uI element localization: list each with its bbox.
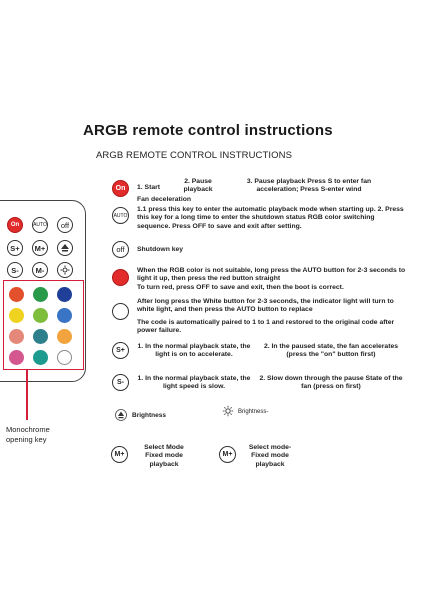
- instruction-auto-key-label: AUTO: [113, 212, 128, 219]
- brightness-down-key[interactable]: [57, 262, 73, 278]
- off-key[interactable]: [57, 217, 73, 233]
- off-key-label: off: [60, 220, 70, 230]
- brightness-up-key[interactable]: [57, 240, 73, 256]
- instruction-m-plus-key-right: [219, 446, 236, 463]
- instruction-red-key: [112, 269, 129, 286]
- brightness-up-text: Brightness: [132, 412, 166, 419]
- m-minus-key-label: M-: [35, 265, 45, 275]
- instruction-m-plus-key-right-label: M+: [222, 451, 233, 458]
- s-plus-right-text: 2. In the paused state, the fan accelerates (press the "on" button first): [263, 343, 399, 359]
- brightness-down-text: Brightness-: [238, 409, 269, 415]
- s-minus-right-text: 2. Slow down through the pause State of the fan (press on first): [259, 375, 403, 391]
- brightness-up-icon: [60, 243, 70, 253]
- instruction-off-key: [112, 241, 129, 258]
- instruction-power-key-label: On: [115, 185, 126, 192]
- instruction-s-plus-key-label: S+: [116, 347, 125, 354]
- red-description: When the RGB color is not suitable, long press the AUTO button for 2-3 seconds to light it up, then press the red button straight: [137, 267, 406, 283]
- instruction-s-minus-key: [112, 374, 129, 391]
- power-pause-playback-text: 3. Pause playback Press S to enter fan acceleration; Press S-enter wind: [246, 178, 372, 194]
- m-plus-key[interactable]: [32, 240, 48, 256]
- s-plus-key-label: S+: [10, 243, 20, 253]
- power-fan-deceleration-text: Fan deceleration: [137, 196, 192, 203]
- page-title: ARGB remote control instructions: [83, 122, 333, 139]
- white-description-2: The code is automatically paired to 1 to 1 and restored to the original code after power failure.: [137, 319, 395, 335]
- white-description: After long press the White button for 2-3 seconds, the indicator light will turn to white light, and then press the AUTO button to replace: [137, 298, 394, 314]
- brightness-down-icon: [60, 265, 70, 275]
- brightness-down-icon: [222, 405, 234, 417]
- instruction-off-key-label: off: [116, 245, 125, 254]
- instruction-s-plus-key: [112, 342, 129, 359]
- power-key-label: On: [10, 222, 20, 228]
- s-plus-left-text: 1. In the normal playback state, the light is on to accelerate.: [137, 343, 251, 359]
- monochrome-opening-key-label: Monochrome opening key: [6, 425, 50, 444]
- power-pause-text: 2. Pause playback: [183, 178, 213, 194]
- brightness-up-icon: [115, 409, 127, 421]
- instruction-s-minus-key-label: S-: [117, 379, 124, 386]
- m-plus-key-label: M+: [34, 243, 46, 253]
- s-minus-key[interactable]: [7, 262, 23, 278]
- s-plus-key[interactable]: [7, 240, 23, 256]
- monochrome-highlight-box: [3, 280, 84, 370]
- power-start-text: 1. Start: [137, 184, 161, 191]
- instruction-m-plus-key-left-label: M+: [114, 451, 125, 458]
- instruction-m-plus-key-left: [111, 446, 128, 463]
- mode-left-text: Select Mode Fixed mode playback: [144, 444, 184, 468]
- auto-description: 1.1 press this key to enter the automatic playback mode when starting up. 2. Press this key for a long time to enter the shutdown status RGB color switching sequence. Press OFF to save and exit after setting.: [137, 206, 404, 230]
- off-description: Shutdown key: [137, 246, 184, 253]
- power-key[interactable]: [7, 217, 23, 233]
- instruction-auto-key: [112, 207, 129, 224]
- instruction-white-key: [112, 303, 129, 320]
- auto-key-label: AUTO: [33, 222, 47, 228]
- page-subtitle: ARGB REMOTE CONTROL INSTRUCTIONS: [96, 150, 293, 161]
- monochrome-pointer-line: [26, 370, 28, 420]
- s-minus-left-text: 1. In the normal playback state, the light speed is slow.: [137, 375, 251, 391]
- m-minus-key[interactable]: [32, 262, 48, 278]
- red-description-2: To turn red, press OFF to save and exit, then the boot is correct.: [137, 284, 344, 291]
- instruction-power-key: [112, 180, 129, 197]
- s-minus-key-label: S-: [11, 265, 19, 275]
- mode-right-text: Select mode- Fixed mode playback: [248, 444, 292, 468]
- auto-key[interactable]: [32, 217, 48, 233]
